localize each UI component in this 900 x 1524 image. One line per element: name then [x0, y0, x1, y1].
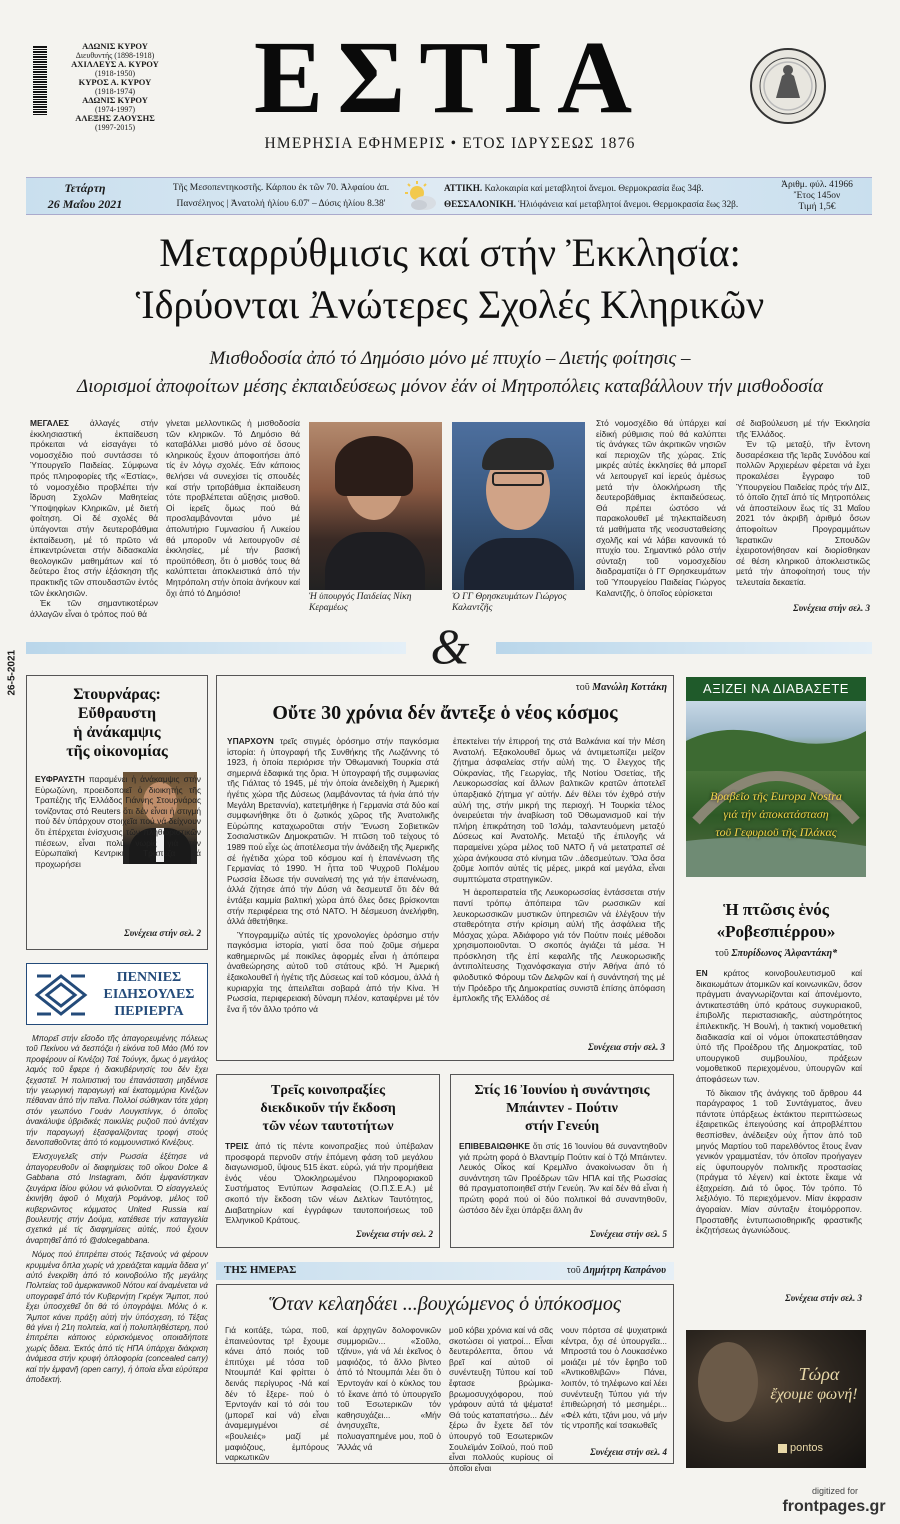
issue-year: Ἔτος 145ον [793, 191, 841, 201]
byline-author: Σπυρίδωνος Ἀλφαντάκη* [731, 948, 838, 959]
pennies-banner [26, 963, 208, 1025]
summit-article [450, 1074, 674, 1248]
ad-brand [778, 1442, 858, 1454]
issue-number: Ἀριθμ. φύλ. 41966 [781, 180, 853, 190]
founder-detail: (1918-1950) [95, 69, 135, 78]
article-body [35, 774, 201, 869]
issue-day: Τετάρτη [64, 181, 106, 195]
feature-column-2 [453, 736, 665, 1004]
founder-detail: (1918-1974) [95, 87, 135, 96]
coin-logo [750, 48, 826, 124]
pennies-item: Ἐλισχυγελεῖς στήν Ρωσσία ἐξέτησε νά ἀπαγορευθοῦν οἱ διαφημίσεις τοῦ οἴκου Dolce & Gabbana στό Instagram, διότι ἐμφανίστηκαν ζευγάρια ἰδίου φύλου νά φιλιοῦνται. Ὁ εἰσαγγελεύς ἐκινήθη ἀφοῦ ὁ Μιχαήλ Ρομάνοφ, μέλος τοῦ κυβερνῶντος κόμματος United Russia καί βουλευτής στήν Δούμα, κατέθεσε τήν καταγγελία σχετικά μέ τίς διαφημίσεις αὐτές, πού ἔχουν ἀναρτηθεῖ ἀπό τό @dolcegabbana. [26, 1152, 208, 1245]
credit-line-2[interactable]: frontpages.gr [782, 1498, 886, 1515]
weather-icon [404, 180, 438, 214]
calendar-line-1: Τῆς Μεσοπεντηκοστῆς. Κάρπου ἐκ τῶν 70. Ἀλφαίου ἀπ. [172, 183, 390, 193]
credit-line-1: digitized for [811, 1486, 859, 1496]
article-body [696, 968, 862, 1236]
article-title: Μπάιντεν - Πούτιν [506, 1101, 618, 1116]
continued-link[interactable]: Συνέχεια στήν σελ. 5 [590, 1229, 667, 1239]
founder-name: ΑΛΕΞΗΣ ΖΑΟΥΣΗΣ [75, 113, 155, 123]
article-title: Ὅταν κελαηδάει ...βουχώμενος ὁ ὑπόκοσμος [269, 1293, 621, 1315]
coin-emblem-icon [752, 50, 824, 122]
article-text: κράτος κοινοβουλευτισμοῦ καί δικαιωμάτων ἀτομικῶν καί κοινωνικῶν, ὅσον πράγματι ἀναγνωρίζονται καί ἀπονέμοντο, ἀντικατεστάθη ὑπό κράτους συγκυριακοῦ, ἐπιβολῆς περιστασιακῆς, αὐστηρότητος ἐπιλεκτικῆς. Ἡ Βουλή, ἡ τακτική νομοθετική διαδικασία καί οἱ νόμοι ὑποκατεστάθησαν ὑπό τῆς Προέδρου τῆς Δημοκρατίας, τοῦ υπουργικοῦ συμβουλίου, πράξεων νομοθετικοῦ περιεχομένου, ὑπουργῶν καί ἀποφάσεων των. [696, 968, 862, 1084]
weather-text: Καλοκαιρία καί μεταβλητοί ἄνεμοι. Θερμοκρασία ἕως 34β. [484, 183, 704, 193]
info-bar [26, 177, 872, 215]
lead-dropcap-word: ΜΕΓΑΛΕΣ [30, 418, 69, 428]
continued-link[interactable]: Συνέχεια στήν σελ. 4 [590, 1447, 667, 1457]
day-column-4: νουν πόρτσα σέ ψυχιατρικά κέντρα, ὄχι σέ ὑπουργεῖα... Μπροστά του ὁ Λουκασένκο μοιάζει μέ τόν ἔφηβο τοῦ «Ἀντικοθλιβῶν» Πάνει, λοιπόν, τό τηλέφωνο καί λέει συνέντευξη Τύπου γιά τήν ἐπιθεώρησή τό μεσημέρι... «Φέλ κάτι, τζάνι μου, νά μήν τίς ντροπῆς καί τσακωθεῖς [561, 1325, 667, 1431]
article-lead-word: ΕΝ [696, 968, 708, 978]
brand-name: pontos [790, 1442, 824, 1454]
article-lead-word: ΕΥΦΡΑΥΣΤΗ [35, 774, 85, 784]
promo-box[interactable] [686, 677, 866, 877]
stournaras-article [26, 675, 208, 950]
promo-caption: τοῦ Γεφυριοῦ τῆς Πλάκας [715, 825, 837, 839]
article-text: Ὑπογραμμίζω αὐτές τίς χρονολογίες ὁρόσημο στήν παγκόσμια ἱστορία, γιατί ὅσα πού ζοῦμε σήμερα καθημερινῶς μέ ποικίλες ἀφορμές εἶναι ἡ ἀπόπειρα ἀναθεώρησης αὐτοῦ τοῦ στάτους κβό. Ἡ Ἀμερική ἐξακολουθεῖ ἡ ἡγέτις τῆς Δύσεως καί τοῦ κόσμου, ἀλλά ἡ κυριαρχία της ἀπειλεῖται σοβαρά ἀπό τήν Κίνα. Ἡ Ρωσσία, περιφερειακή δύναμη πλέον, καταφέρνει μέ τόν ἕνα ἤ τόν ἄλλο τρόπο νά [227, 929, 439, 1014]
feature-byline [477, 682, 667, 693]
article-lead-word: ΥΠΑΡΧΟΥΝ [227, 736, 274, 746]
side-date: 26-5-2021 [6, 649, 18, 696]
article-body [225, 1141, 433, 1226]
article-title: διεκδικοῦν τήν ἔκδοση [260, 1101, 396, 1116]
article-text: ὅτι στίς 16 Ἰουνίου θά συναντηθοῦν γιά πρώτη φορά ὁ Βλαντιμίρ Πούτιν καί ὁ Τζό Μπάιντεν. Λευκός Οἶκος καί Κρεμλῖνο ἀνακοίνωσαν ὅτι ἡ συνάντηση τῶν Προέδρων τῶν ΗΠΑ καί τῆς Ρωσσίας θά πραγματοποιηθεῖ στήν Γενεύη. Ἄν καί δέν θά εἶναι ἡ πρώτη φορά πού οἱ δύο πολιτικοί θά συναντηθοῦν, ὡστόσο δέν ἔχει ὑπάρξει ἄλλη ἄν [459, 1141, 668, 1215]
day-column-header [216, 1262, 674, 1280]
article-text: ἀπό τίς πέντε κοινοπραξίες πού ὑπέβαλαν προσφορά περνοῦν στήν ἑπόμενη φάση τοῦ μεγάλου διαγωνισμοῦ, ὕψους 515 ἑκατ. εὐρώ, γιά τήν προμήθεια ἐνός νέου Ὁλοκληρωμένου Πληροφοριακοῦ Συστήματος Ἐντύπων Ἀσφαλείας (Ο.Π.Σ.Ε.Α.) μέ σκοπό τήν ἔκδοση τῶν νέων Δελτίων Ταυτότητος, Διαβατηρίων καί ἐγγράφων ταυτοποιήσεως τοῦ Ἑλληνικοῦ Κράτους. [225, 1141, 434, 1226]
byline-prefix: τοῦ [566, 1265, 581, 1276]
continued-link[interactable]: Συνέχεια στήν σελ. 3 [793, 603, 870, 613]
article-title: Τρεῖς κοινοπραξίες [271, 1083, 385, 1098]
article-title: Ἡ πτῶσις ἑνός [723, 900, 829, 919]
day-column-1: Γιά κοιτάξε, τώρα, ποῦ, ἐπαινεύοντας τρ! ἔχουμε κάνει ἀπό ποιός τοῦ ἐπιτύχει μέ τόσα τοῦ Ντουμπά! Καί φρίττει ὁ δεινάς περίγυρος -Νά καί δέν τό ἔξερε- πού ὁ Ἐρντογάν καί τό σόι του (μπορεῖ καί νά) εἶναι ἀναμεμιγμένοι σέ «βουλειές» μαζί μέ μαφιόζους, ἐμπόρους ναρκωτικῶν [225, 1325, 329, 1463]
founders-list [50, 42, 180, 132]
founder-detail: Διευθυντής (1898-1918) [75, 51, 155, 60]
issue-date: 26 Μαΐου 2021 [47, 197, 123, 211]
ids-article [216, 1074, 440, 1248]
ad-headline: ἔχουμε φωνή! [770, 1386, 858, 1403]
issue-price: Τιμή 1,5€ [798, 202, 836, 212]
column-label: ΤΗΣ ΗΜΕΡΑΣ [224, 1264, 297, 1276]
day-column-byline [456, 1265, 666, 1276]
calendar-line-2: Πανσέληνος | Ἀνατολή ἡλίου 6.07' – Δύσις ἡλίου 8.38' [176, 199, 386, 209]
lead-column-4 [736, 418, 870, 588]
pennies-item: Μπορεῖ στήν εἴσοδο τῆς ἀπαγορευμένης πόλεως τοῦ Πεκίνου νά δεσπόζει ἡ εἰκόνα τοῦ Μάο (Μό τον προφέρουν οἱ Κινέζοι) Τσέ Τούνγκ, ὅμως ὁ μεγάλος λαμός τοῦ ἔφερε ἡ διακυβέρνησίς του δέν ἔχει ξεχαστεῖ. Ἡ πολιτιστική του ἐπανάσταση μηδένισε τήν γεωργική παραγωγή καί ἑκατομμύρια Κινέζων πέθαναν ἀπό τήν πεῖνα. Πολλοί σώθηκαν τότε χάρη στόν γεωπόνο Γουάν Λουγκπίνγκ, ὁ ὁποῖος ἀνακάλυψε ὑβριδικές ποικιλίες ρυζιοῦ πού ἀντέχαν τήν παραγωγή ἐξασφαλίζοντας τροφή στούς δεινοπαθοῦντες ἀπό τό κομμουνιστικό Κινέζους. [26, 1034, 208, 1148]
article-title: Στουρνάρας: [73, 686, 161, 703]
weather-region: ΑΤΤΙΚΗ. [444, 183, 483, 193]
pennies-title: ΕΙΔΗΣΟΥΛΕΣ [103, 987, 195, 1002]
lead-column-2: γίνεται μελλοντικῶς ἡ μισθοδοσία τῶν κληρικῶν. Τό Δημόσιο θά καταβάλλει μισθό μόνο σέ ὅσους κληρικούς ἔχουν ἀποφοιτήσει ἀπό τίς ἐν λόγῳ σχολές. Ἐάν κάποιος θελήσει νά συνεχίσει τίς σπουδές καί στήν τριτοβάθμια ἐκπαίδευση τότε προβλέπεται αὔξησις μισθοῦ. Οἱ ἱερεῖς ὅμως πού θά προσλαμβάνονται μόνο μέ ἀπολυτήριο Γυμνασίου ἤ Λυκείου θά μποροῦν νά λειτουργοῦν σέ ἐκκλησίες, μέ τήν βασική προϋπόθεση, ὅτι ὁ μισθός τους θά καλύπτεται ἀποκλειστικά ἀπό τήν Μητρόπολη στήν ὁποία ἀνήκουν καί ὄχι ἀπό τό Δημόσιο! [166, 418, 300, 598]
lead-headline-1: Μεταρρύθμισις καί στήν Ἐκκλησία: [159, 230, 741, 275]
article-body [459, 1141, 667, 1215]
byline-author: Μανώλη Κοττάκη [592, 682, 667, 693]
lead-text: Ἐκ τῶν σημαντικοτέρων ἀλλαγῶν εἶναι ὁ τρόπος πού θά [30, 598, 158, 619]
article-title: «Ροβεσπιέρρου» [716, 922, 836, 941]
pennies-items [26, 1034, 208, 1385]
pontos-ad[interactable] [686, 1330, 866, 1468]
promo-caption: γιά τήν ἀποκατάσταση [723, 807, 829, 821]
robespierre-article [686, 890, 866, 1310]
lead-column-3: Στό νομοσχέδιο θά ὑπάρχει καί εἰδική ρύθμισις πού θά καλύπτει τίς ἀνάγκες τῶν ἀκριτικῶν νησιῶν καί περιοχῶν τῆς χώρας. Στίς μικρές αὐτές ἐκκλησίες θά μπορεῖ νά λειτουργεῖ καί ἱερεύς ἀμέσως μετά τήν ὁλοκλήρωση τῆς δευτεροβάθμιας ἐκπαιδεύσεως. Θά πρέπει ὡστόσο νά παρακολουθεῖ μέ τηλεκπαίδευση τά μαθήματα τῆς νεοσυσταθείσης σχολῆς καί νά λάβει κανονικά τό πτυχίο του. Σημαντικό ρόλο στήν σύνταξη τοῦ νομοσχεδίου διαδραματίζει ὁ ΓΓ Θρησκευμάτων τοῦ Ὑπουργείου Παιδείας Γιώργος Καλαντζῆς, ὁ ὁποῖος εὑρίσκεται [596, 418, 726, 598]
photo-kerameos [309, 422, 442, 590]
pennies-item: Νόμος πού ἐπιτρέπει στούς Τεξανούς νά φέρουν κρυμμένα ὅπλα χωρίς νά χρειάζεται καμμία ἄδεια γι' αὐτό ἐνεκρίθη ἀπό τό κοινοβούλιο τῆς μεγάλης Πολιτείας τοῦ ἀμερικανικοῦ Νότου καί ἀναμένεται νά υπογραφεῖ ἀπό τόν Κυβερνήτη Γκρέγκ Ἄμποτ, πού ἔχει ὑποσχεθεῖ ὅτι θά τό ὑπογράψει. Μόλις ὁ κ. Ἄμποτ κάνει πράξη αὐτή τήν ὑπόσχεση, τό Τέξας θά γίνει ἡ 21η πολιτεία, καί ἡ πολυπληθέστερη, πού ἐπιτρέπει κάποιος εὑρισκόμενος οποιαδήποτε χωρίς ἄδεια. Ἐκτός ἀπό τίς ΗΠΑ ὑπάρχει διάκριση ἀνάμεσα στήν κρυφή ὁπλοφορία (concealed carry) καί τήν ἐμφανῆ (open carry), ἡ ὁποία εἶναι εὐρύτερα ἀποδεκτή. [26, 1250, 208, 1384]
section-rule-right [496, 642, 872, 654]
founder-name: ΚΥΡΟΣ Α. ΚΥΡΟΥ [78, 77, 152, 87]
founder-detail: (1974-1997) [95, 105, 135, 114]
feature-article [216, 675, 674, 1061]
article-title: στήν Γενεύη [524, 1119, 600, 1134]
continued-link[interactable]: Συνέχεια στήν σελ. 2 [124, 928, 201, 938]
masthead [0, 0, 900, 175]
article-title: Εὔθραυστη [77, 705, 157, 722]
ornament-icon [33, 972, 89, 1018]
article-text: παραμένει ἡ ἀνάκαμψις στήν Εὐρωζώνη, προειδοποιεῖ ὁ διοικητής τῆς Τραπέζης τῆς Ἑλλάδος Γιάννης Στουρνάρας τονίζοντας στό Reuters ὅτι δέν εἶναι ἡ στιγμή πού δέν ὑπάρχουν στοιχεῖα πού νά δείχνουν ὅτι ἐπέρχεται ἐνίσχυσις τῶν πληθωριστικῶν πιέσεων, εἶναι πολύ νωρίς γιά τήν Εὐρωπαϊκή Κεντρική Τράπεζα νά προχωρήσει [35, 774, 201, 869]
article-text: Ἡ ἀεροπειρατεία τῆς Λευκορωσσίας ἐντάσσεται στήν παντί τρόπῳ ἀπόπειρα τῶν ρωσσικῶν καί λευκορωσσικῶν μυστικῶν ὑπηρεσιῶν νά ἐλέγξουν τήν σταθερότητα στήν κρίσιμη αὐλή τῆς ἀσφάλεια τῆς Μόσχας χώρα. Ἀδιάφορο γιά τόν Πούτιν ποιές μέθοδοι χρησιμοποιοῦνται. Ὁ σκοπός ἁγιάζει τά μέσα. Ἡ πρόσκληση τῆς ἐπί κεφαλῆς τῆς Λευκορωσικῆς ἀντιπολίτευσης Τιχανόφσκαγια στήν Ἀθήνα ἀπό τό φιλοδυτικό Φόρουμ τῶν Δελφῶν καί ἡ συνάντησή της μέ τήν Πρόεδρο τῆς Δημοκρατίας συνιστᾶ ἐπίσης ἀπόφαση ἐμπλοκῆς τῆς Ἑλλάδος σέ [453, 887, 665, 1004]
photo-caption: Ὁ ΓΓ Θρησκευμάτων Γιώργος Καλαντζῆς [452, 592, 567, 613]
promo-caption: Βραβεῖο τῆς Europa Nostra [710, 789, 842, 803]
photo-caption: Ἡ ὑπουργός Παιδείας Νίκη Κεραμέως [309, 592, 412, 613]
article-text: τρεῖς στιγμές ὁρόσημο στήν παγκόσμια ἱστορία: ἡ ὑπογραφή τῆς Συνθήκης τῆς Λωζάννης τό 1923, ἡ ὁποία περιόρισε τήν Ὀθωμανική Τουρκία στά σημερινά ἐδαφικά της ὅρια. Ἡ ὑπογραφή τῆς συμφωνίας τῆς Γιάλτας τό 1945, μέ τήν ὁποία ἀνεδείχθη ἡ Ἀμερική ἡγέτις χώρα τῆς Δύσεως (λαμβάνοντας τά ἡνία ἀπό τήν Μεγάλη Βρεταννία), κατετμήθηκε ἡ Γερμανία στά δύο καί συμφωνήθηκε ὅτι ὁ ζωτικός χῶρος τῆς Ἀνατολικῆς Εὐρώπης καταχωροῦται στήν Ἕνωση Σοβιετικῶν Σοσιαλιστικῶν Δημοκρατιῶν. Ἡ πτῶση τοῦ τείχους τό 1989 πού εἶχε ὡς ἀποτέλεσμα τήν ἀνάδειξη τῆς Ἀμερικῆς σέ ἡγέτιδα χώρα τοῦ κόσμου καί ἡ ἐπανένωση τῆς Γερμανίας τό 1990. Ἡ ἧττα τοῦ Ψυχροῦ Πολέμου Ρωσσία ἔδωσε τήν συναίνεσή της γιά τήν ἐπανένωση, ἀλλά ζήτησε ἀπό τήν Δύση νά δεσμευτεῖ ὅτι δέν θά ἐντάξει καμμία βαλτική χώρα ἀπό ὅλες ὅσες βρίσκονται στήν περιφέρεια της στό ΝΑΤΟ. Ἡ δέσμευση ἀνελήφθη, ἀλλά ἀθετήθηκε. [227, 736, 439, 927]
brand-logo-icon [778, 1444, 787, 1453]
founder-name: ΑΧΙΛΛΕΥΣ Α. ΚΥΡΟΥ [71, 59, 159, 69]
article-byline [686, 948, 866, 959]
continued-link[interactable]: Συνέχεια στήν σελ. 3 [785, 1293, 862, 1303]
weather-line-1 [444, 183, 744, 193]
article-title: τῆς οἰκονομίας [66, 743, 168, 760]
lead-headline-2: Ἱδρύονται Ἀνώτερες Σχολές Κληρικῶν [135, 282, 765, 327]
article-lead-word: ΕΠΙΒΕΒΑΙΩΘΗΚΕ [459, 1141, 530, 1151]
article-text: Τό δίκαιον τῆς ἀνάγκης τοῦ ἄρθρου 44 παράγραφος 1 τοῦ Συντάγματος, ἄνευ πάντοτε ὑπάρξεως ἐκτάκτου περιπτώσεως ἐξαιρετικῶς ἐπειγούσης καί ἀπροβλέπτου θεσπίσθεν, ἀνέδειξεν οὐχ ἧττον ἀπό τοῦ μηνός Μαρτίου τοῦ παρελθόντος ἔτους ἕναν γενικόν γραμματέαν, τόν ὁποῖον προήγαγεν εἰς ὑφυπουργόν πολιτικῆς προστασίας (πράγμα τό λέγειν) καί ἐκτοτε ἔκαμε νά ἐξαχρείση. Διά τό ὕφος. Τόν τρόπο. Τό λεξιλόγιο. Τό περιεχόμενον. Μίαν ἐκφρασιν ἀγοραίαν. Μίαν σύνταξιν ἐτοιμόρροπον. Προσταθῆς ἐντυπωσιοθηρικῆς φραστικῆς ἐκζητήσεως ἀγωνιώδους. [696, 1087, 862, 1236]
day-column-article [216, 1284, 674, 1473]
founder-detail: (1997-2015) [95, 123, 135, 132]
day-column-2: καί ἀρχηγῶν δολοφονικῶν συμμοριῶν... «Σοῦλο, τζάνυ», γιά νά λέι ἐκεῖνος ὁ μαφιόζος, τό ἄλλο βίντεο ἀπό τό Ντουμπάι λέει ὅτι ὁ Ἐρντογάν καί ὁ κύκλος του τό ἔκανε ἀπό τό ὑπουργεῖο τοῦ Ἐσωτερικῶν τόν καθησυχάζει... «Μήν ἀνησυχεῖτε, πολυαγαπημένε μου, ποῦ ὁ Ἄλλάς νά [337, 1325, 441, 1452]
founder-name: ΑΔΩΝΙΣ ΚΥΡΟΥ [82, 41, 148, 51]
lead-text: σέ διαβούλευση μέ τήν Ἐκκλησία τῆς Ἑλλάδος. [736, 418, 870, 439]
lead-text: Ἐν τῷ μεταξύ, τῆν ἔντονη δυσαρέσκεια τῆς Ἱερᾶς Συνόδου καί πολλῶν Ἀρχιερέων φέρεται νά ἔχει προκαλέσει ἔγγραφο τοῦ Ὑπουργείου Παιδείας πρός τήν ΔΙΣ, τό ὁποῖο ζητεῖ ἀπό τίς Μητροπόλεις νά ἀποστείλουν ἕως τίς 31 Μαΐου 2021 τόν ἀκριβῆ ἀριθμό ὅσων ἀποφοίτων Προγραμμάτων Ἱερατικῶν Σπουδῶν ἐχειροτονήθησαν καί διορίσθηκαν σέ θέση κληρικοῦ ἀποκλειστικῶς μετά τήν ἀποφοίτησή τους τήν τελευταία δεκαετία. [736, 439, 870, 587]
article-title: τῶν νέων ταυτοτήτων [262, 1119, 394, 1134]
newspaper-title: ΕΣΤΙΑ [253, 20, 647, 135]
article-title: Στίς 16 Ἰουνίου ἡ συνάντησις [474, 1083, 650, 1098]
article-title: ἡ ἀνάκαμψις [73, 724, 161, 741]
portrait-silhouette [698, 1342, 758, 1422]
photo-kalantzis [452, 422, 585, 590]
founder-name: ΑΔΩΝΙΣ ΚΥΡΟΥ [82, 95, 148, 105]
byline-prefix: τοῦ [714, 948, 729, 959]
continued-link[interactable]: Συνέχεια στήν σελ. 3 [588, 1042, 665, 1052]
newspaper-subtitle: ΗΜΕΡΗΣΙΑ ΕΦΗΜΕΡΙΣ • ΕΤΟΣ ΙΔΡΥΣΕΩΣ 1876 [264, 135, 636, 152]
byline-prefix: τοῦ [575, 682, 590, 693]
continued-link[interactable]: Συνέχεια στήν σελ. 2 [356, 1229, 433, 1239]
ampersand-ornament: & [430, 618, 470, 674]
feature-title: Οὔτε 30 χρόνια δέν ἄντεξε ὁ νέος κόσμος [272, 702, 618, 724]
article-lead-word: ΤΡΕΙΣ [225, 1141, 249, 1151]
weather-region: ΘΕΣΣΑΛΟΝΙΚΗ. [444, 199, 516, 209]
pennies-title: ΠΕΝΝΙΕΣ [116, 970, 182, 985]
barcode [33, 45, 47, 115]
lead-subhead-2: Διορισμοί ἀποφοίτων μέσης ἐκπαιδεύσεως μόνον ἐάν οἱ Μητροπόλεις καταβάλλουν τήν μισθοδοσία [77, 376, 823, 397]
lead-subhead-1: Μισθοδοσία ἀπό τό Δημόσιο μόνο μέ πτυχίο – Διετής φοίτησις – [209, 348, 691, 369]
lead-column-1 [30, 418, 158, 619]
byline-author: Δημήτρη Καπράνου [583, 1265, 666, 1276]
lead-text: ἀλλαγές στήν ἐκκλησιαστική ἐκπαίδευση πρόκειται νά εἰσαγάγει τό νομοσχέδιο πού συντάσσει τό Ὑπουργεῖο Παιδείας. Σύμφωνα πρός πληροφορίες τῆς «Ἑστίας», τό νομοσχέδιο προβλέπει τήν ἵδρυση Σχολῶν Μαθητείας Ὑποψηφίων Κληρικῶν, μέ διετή φοίτηση. Οἱ δέ σχολές θά ὑπάγονται στήν δευτεροβάθμια ἐκπαίδευση, μέ τό πρῶτο νά ἐπικεντρώνεται στήν διδασκαλία θεολογικῶν μαθημάτων καί τό δεύτερο ἔτος στήν ἐξάσκηση τῆς πρακτικῆς τῶν σπουδαστῶν ἐντός τῶν ἐκκλησιῶν. [30, 418, 158, 598]
ad-headline: Τώρα [798, 1364, 840, 1384]
feature-column-1 [227, 736, 439, 1014]
pennies-title: ΠΕΡΙΕΡΓΑ [114, 1004, 184, 1019]
article-text: ἐπεκτείνει τήν ἐπιρροή της στά Βαλκάνια καί τήν Μέση Ἀνατολή. Ἐξακολουθεῖ ὅμως νά ἀντιμετωπίζει μείζον ζήτημα ἀσφαλείας στήν αὐλή της. Ὁ ἔλεγχος τῆς Οὐκρανίας, τῆς Γεωργίας, τῆς Νοτίου Ὀσετίας, τῆς Λευκορωσσίας καί ἄλλων βαλτικῶν κρατῶν ἀποτελεῖ ὑπαρξιακό ζήτημα γι' αὐτήν. Δέν θέλει τόν ἐχθρό στήν αὐλή της, στήν μικρή της περιοχή. Ἡ Τουρκία τέλος ὀνειρεύεται τήν ἀναβίωση τοῦ Ὀθωμανισμοῦ καί τήν πλήρη ἐπικράτηση τοῦ Ἰσλάμ, ταλαντευόμενη μεταξύ Δύσεως καί Ἀνατολῆς. Μεταξύ τῆς ἐπιλογῆς νά παραμείνει χώρα μέλος τοῦ ΝΑΤΟ ἤ νά μετατραπεῖ σέ χώρα ἀνήκουσα στό κίνημα τῶν ..ἀδεσμεύτων. Ὅλα ὅσα ζοῦμε λοιπόν αὐτές τίς μέρες, μικρά καί μεγάλα, εἶναι συμπτώματα στρατηγικῶν. [453, 736, 665, 884]
section-rule-left [26, 642, 406, 654]
weather-line-2 [444, 199, 744, 209]
promo-banner: ΑΞΙΖΕΙ ΝΑ ΔΙΑΒΑΣΕΤΕ [686, 677, 866, 701]
day-column-3: μοῦ κόβει χρόνια καί νά σᾶς σκοτώσει οἱ γιατροί... Εἶναι δευτερόλεπτα, ὅπου νά βρεῖ καί αὐτοῦ οἱ συνέντευξη Τύπου καί τοῦ ἔφτασε βρώμικα-βρωμοσυγχόφορου, πού γράφουν αὐτά τά ψέματα! Θά τούς καταπατήσω... Δέν ξέρω ἄν ἔχετε δεῖ τόν ὑπουργό τοῦ Ἐσωτερικῶν Σουλεϊμάν Σοϊλού, πού ποῦ εἶναι πολλούς κυρίους οἱ ὁποῖοι εἶναι [449, 1325, 553, 1473]
weather-text: Ἡλιόφάνεια καί μεταβλητοί ἄνεμοι. Θερμοκρασία ἕως 32β. [518, 199, 739, 209]
